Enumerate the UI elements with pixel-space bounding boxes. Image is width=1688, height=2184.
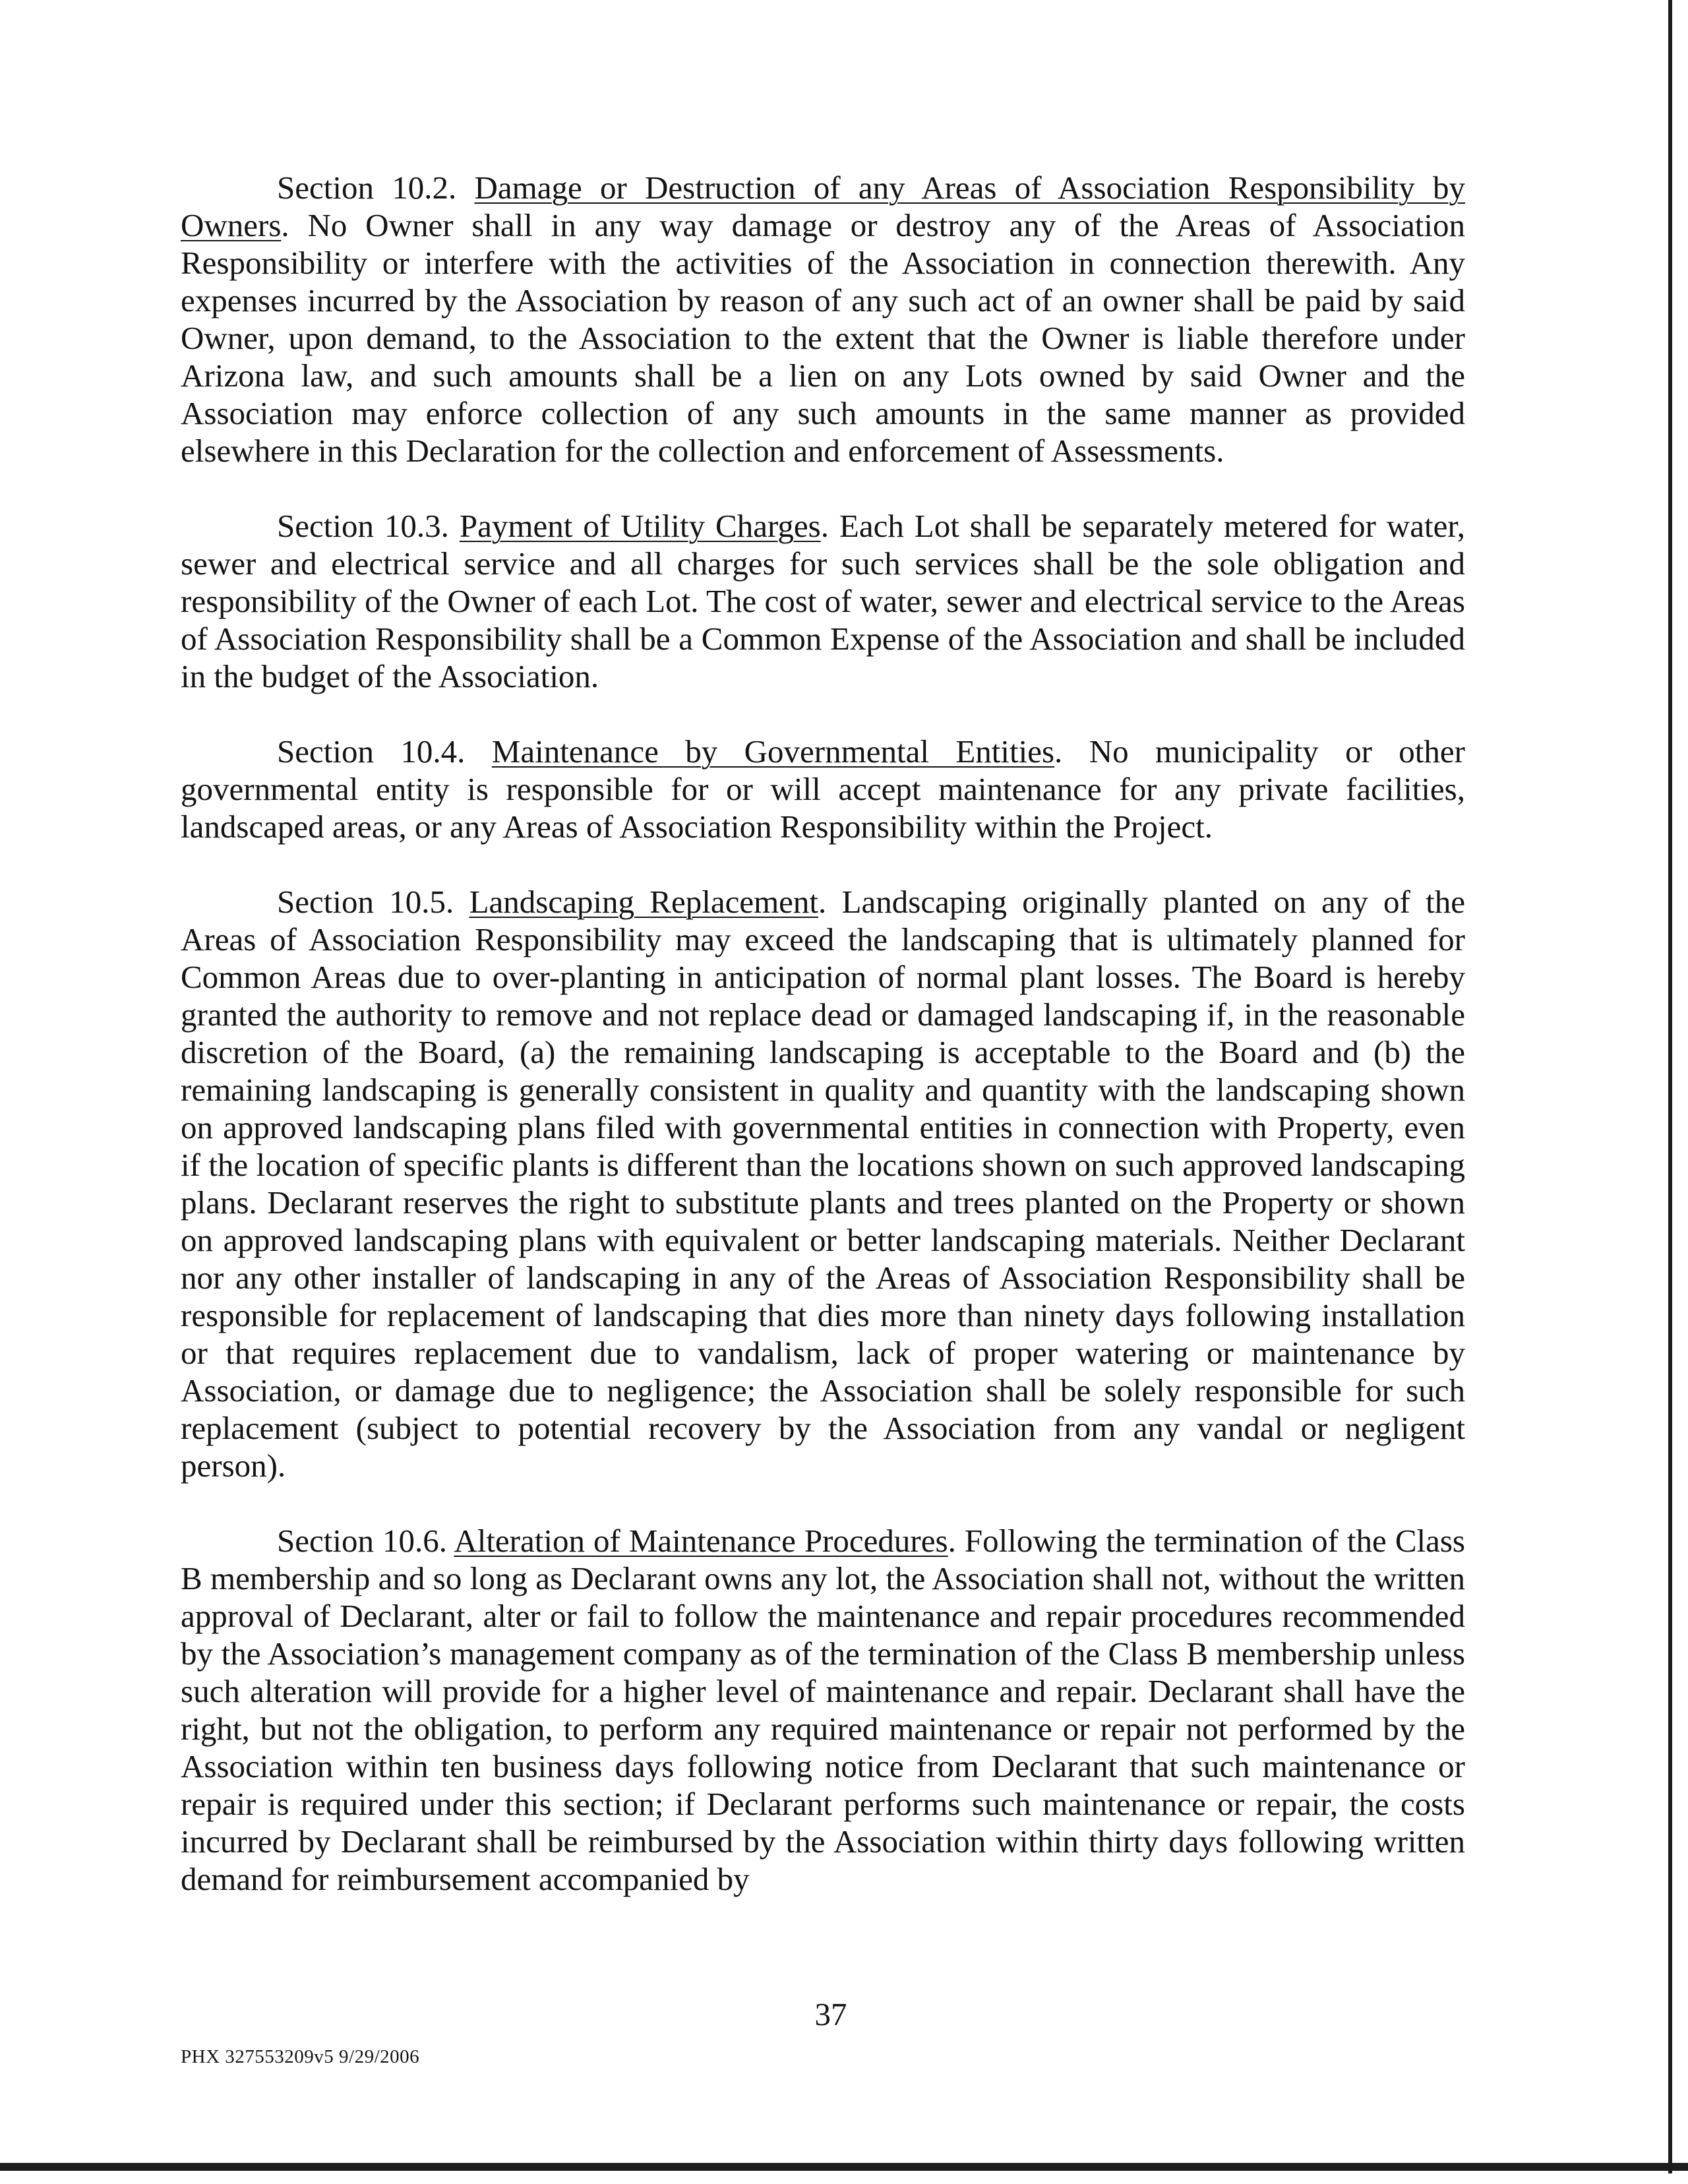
page-number: 37 xyxy=(814,1996,847,2032)
scan-edge-right xyxy=(1668,0,1672,2173)
scan-edge-bottom xyxy=(0,2163,1688,2171)
section-heading: Damage or Destruction of any Areas of Association Responsibility by Owners xyxy=(181,169,1466,243)
section-heading: Landscaping Replacement xyxy=(469,884,819,920)
section-text: . Following the termination of the Class B membership and so long as Declarant owns any lot, the Association shall not, without the written approval of Declarant, alter or fail to follow the maintenance and repair procedures recommended by the Association’s management company as of the termination of the Class B membership unless such alteration will provide for a higher level of maintenance and repair. Declarant shall have the right, but not the obligation, to perform any required maintenance or repair not performed by the Association within ten business days following notice from Declarant that such maintenance or repair is required under this section; if Declarant performs such maintenance or repair, the costs incurred by Declarant shall be reimbursed by the Association within thirty days following written demand for reimbursement accompanied by xyxy=(181,1523,1466,1897)
section-10-4 xyxy=(181,733,1465,845)
section-10-2 xyxy=(181,169,1465,470)
section-text: . No Owner shall in any way damage or destroy any of the Areas of Association Responsibility or interfere with the activities of the Association in connection therewith. Any expenses incurred by the Association by reason of any such act of an owner shall be paid by said Owner, upon demand, to the Association to the extent that the Owner is liable therefore under Arizona law, and such amounts shall be a lien on any Lots owned by said Owner and the Association may enforce collection of any such amounts in the same manner as provided elsewhere in this Declaration for the collection and enforcement of Assessments. xyxy=(181,207,1465,469)
section-heading: Payment of Utility Charges xyxy=(459,508,821,544)
section-heading: Maintenance by Governmental Entities xyxy=(491,733,1055,770)
section-label: Section 10.2. xyxy=(277,169,457,206)
section-label: Section 10.5. xyxy=(277,884,454,920)
section-10-6 xyxy=(181,1522,1465,1898)
section-text: . Landscaping originally planted on any of the Areas of Association Responsibility may exceed the landscaping that is ultimately planned for Common Areas due to over-planting in anticipation of normal plant losses. The Board is hereby granted the authority to remove and not replace dead or damaged landscaping if, in the reasonable discretion of the Board, (a) the remaining landscaping is acceptable to the Board and (b) the remaining landscaping is generally consistent in quality and quantity with the landscaping shown on approved landscaping plans filed with governmental entities in connection with Property, even if the location of specific plants is different than the locations shown on such approved landscaping plans. Declarant reserves the right to substitute plants and trees planted on the Property or shown on approved landscaping plans with equivalent or better landscaping materials. Neither Declarant nor any other installer of landscaping in any of the Areas of Association Responsibility shall be responsible for replacement of landscaping that dies more than ninety days following installation or that requires replacement due to vandalism, lack of proper watering or maintenance by Association, or damage due to negligence; the Association shall be solely responsible for such replacement (subject to potential recovery by the Association from any vandal or negligent person). xyxy=(181,884,1465,1484)
section-heading: Alteration of Maintenance Procedures xyxy=(454,1523,948,1559)
section-text: . No municipality or other governmental entity is responsible for or will accept maintenance for any private facilities, landscaped areas, or any Areas of Association Responsibility within the Project. xyxy=(181,733,1465,845)
document-body xyxy=(181,169,1465,1935)
section-text: . Each Lot shall be separately metered for water, sewer and electrical service and all charges for such services shall be the sole obligation and responsibility of the Owner of each Lot. The cost of water, sewer and electrical service to the Areas of Association Responsibility shall be a Common Expense of the Association and shall be included in the budget of the Association. xyxy=(181,508,1465,694)
section-label: Section 10.3. xyxy=(277,508,449,544)
document-id-footer: PHX 327553209v5 9/29/2006 xyxy=(181,2046,420,2067)
section-label: Section 10.4. xyxy=(277,733,466,770)
section-10-5 xyxy=(181,883,1465,1484)
section-label: Section 10.6. xyxy=(277,1523,447,1559)
section-10-3 xyxy=(181,507,1465,695)
